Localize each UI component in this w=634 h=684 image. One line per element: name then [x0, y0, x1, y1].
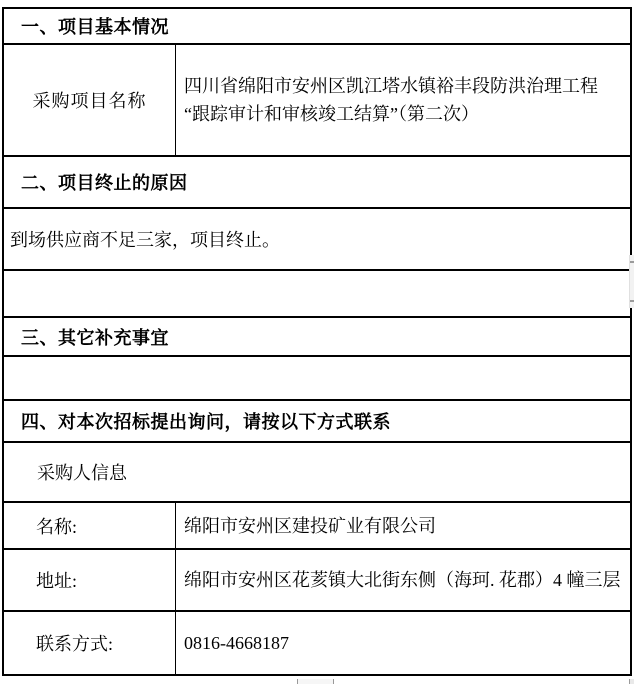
announcement-table — [2, 7, 632, 676]
empty-cell-1 — [4, 271, 630, 316]
empty-row-2 — [4, 357, 630, 401]
project-name-label: 采购项目名称 — [4, 45, 176, 155]
termination-reason-row — [4, 209, 630, 271]
section2-header-row — [4, 157, 630, 209]
scrollbar-down-mark-icon[interactable] — [630, 300, 634, 302]
purchaser-address-label: 地址: — [4, 550, 176, 610]
scrollbar-up-mark-icon[interactable] — [630, 261, 634, 263]
purchaser-phone-value: 0816-4668187 — [184, 633, 289, 653]
right-mini-scrollbar[interactable] — [629, 255, 634, 308]
empty-row-1 — [4, 271, 630, 318]
project-name-value — [176, 45, 630, 155]
section3-title: 三、其它补充事宜 — [21, 327, 169, 348]
section2-title: 二、项目终止的原因 — [21, 173, 188, 193]
project-name-value-line2: “跟踪审计和审核竣工结算”（第二次） — [184, 104, 479, 124]
section1-header-row — [4, 9, 630, 45]
purchaser-address-value: 绵阳市安州区花荄镇大北街东侧（海珂. 花郡）4 幢三层 — [184, 570, 621, 590]
bottom-right-corner-mark — [629, 679, 634, 684]
project-name-row — [4, 45, 630, 157]
bottom-scrollbar-thumb[interactable] — [297, 679, 334, 684]
purchaser-info-label: 采购人信息 — [37, 463, 127, 483]
purchaser-name-row — [4, 503, 630, 550]
purchaser-address-row — [4, 550, 630, 612]
section4-header-row — [4, 401, 630, 443]
section3-header-row — [4, 318, 630, 357]
section4-title: 四、对本次招标提出询问，请按以下方式联系 — [21, 412, 391, 432]
project-name-value-line1: 四川省绵阳市安州区凯江塔水镇裕丰段防洪治理工程 — [184, 76, 598, 96]
purchaser-name-value: 绵阳市安州区建投矿业有限公司 — [184, 515, 436, 536]
purchaser-name-label: 名称: — [4, 503, 176, 548]
section1-title: 一、项目基本情况 — [21, 17, 169, 37]
purchaser-info-row — [4, 443, 630, 503]
termination-reason-text: 到场供应商不足三家，项目终止。 — [10, 230, 280, 250]
empty-cell-2 — [4, 357, 630, 399]
purchaser-phone-row — [4, 612, 630, 674]
purchaser-phone-label: 联系方式: — [4, 612, 176, 674]
